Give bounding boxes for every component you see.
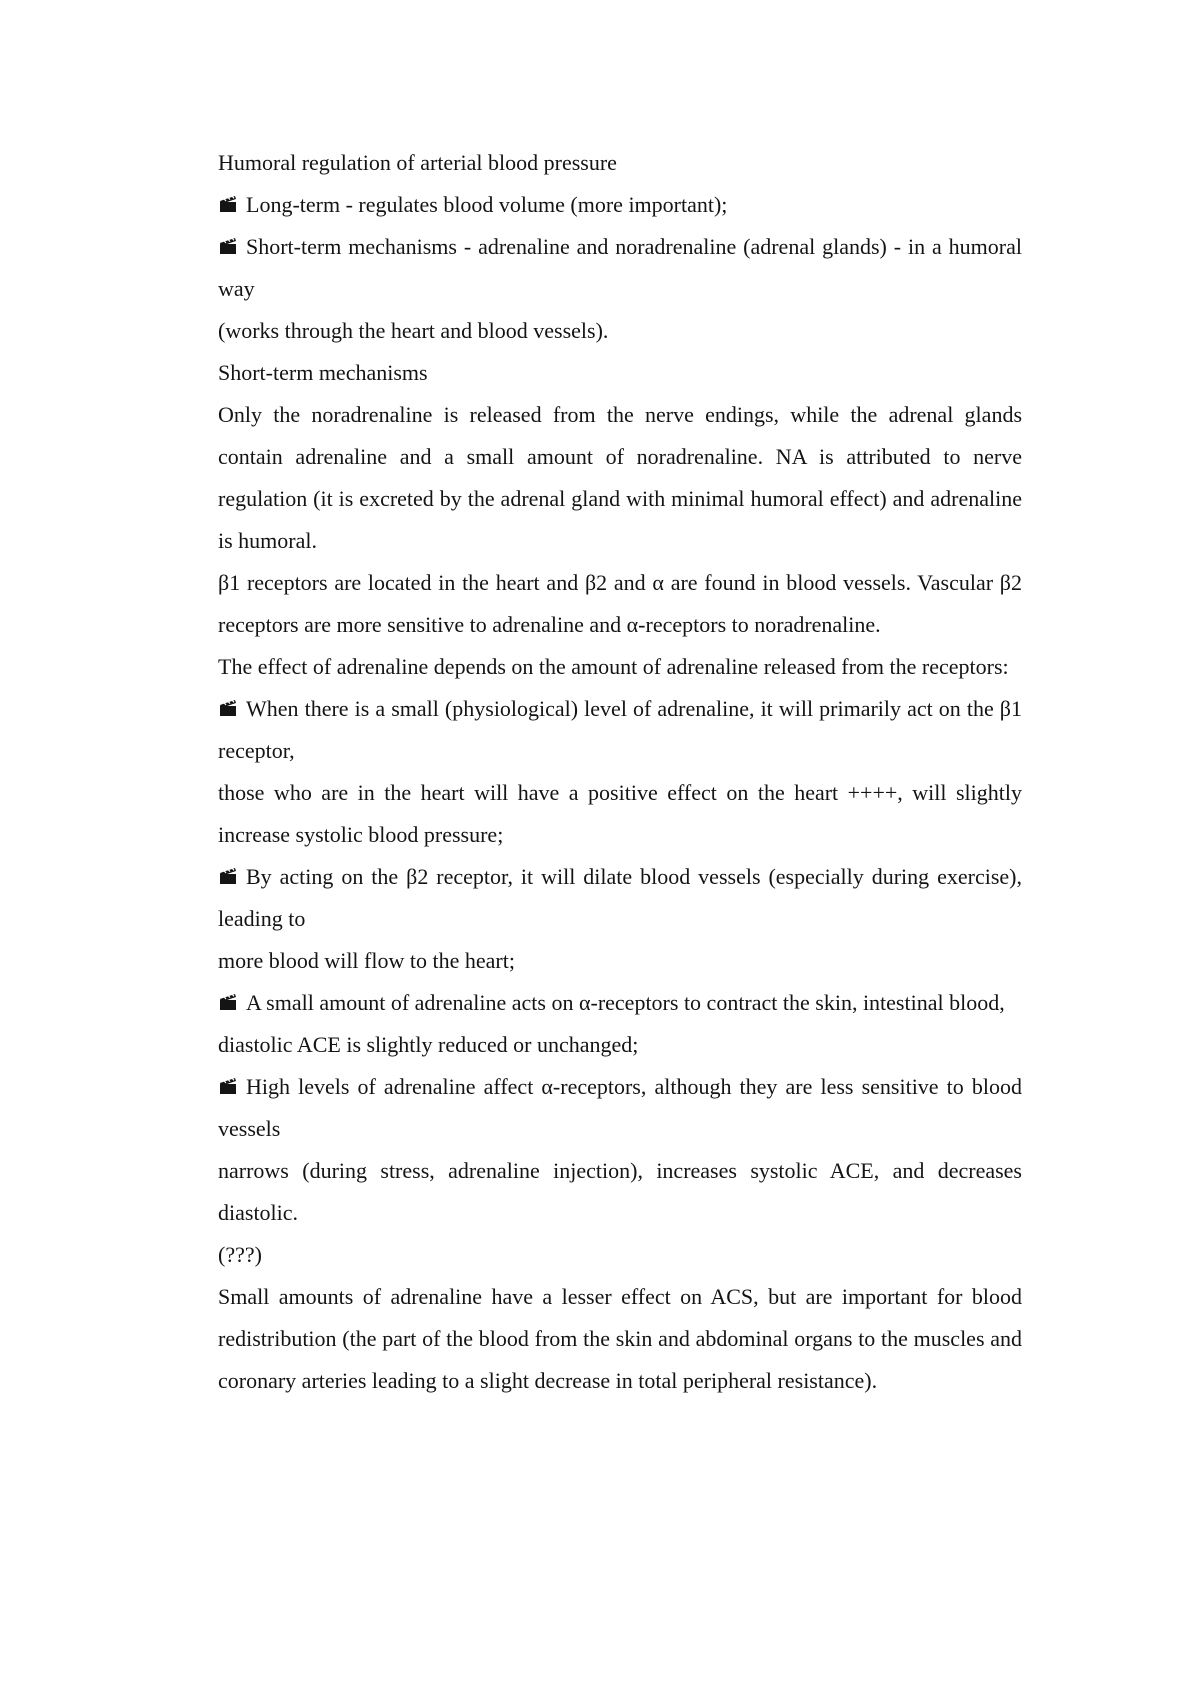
list-item bbox=[218, 184, 1022, 226]
clapperboard-icon bbox=[218, 194, 238, 214]
paragraph: β1 receptors are located in the heart and β2 and α are found in blood vessels. Vascular β2 receptors are more sensitive to adrenaline and α-receptors to noradrenaline. bbox=[218, 570, 1022, 637]
paragraph: (works through the heart and blood vessels). bbox=[218, 318, 609, 343]
paragraph: The effect of adrenaline depends on the amount of adrenaline released from the receptors: bbox=[218, 654, 1009, 679]
paragraph: diastolic ACE is slightly reduced or unchanged; bbox=[218, 1032, 639, 1057]
list-item-text: A small amount of adrenaline acts on α-receptors to contract the skin, intestinal blood, bbox=[246, 990, 1005, 1015]
clapperboard-icon bbox=[218, 992, 238, 1012]
subheading: Short-term mechanisms bbox=[218, 360, 428, 385]
list-item-text: High levels of adrenaline affect α-receptors, although they are less sensitive to blood vessels bbox=[218, 1074, 1022, 1141]
paragraph: Small amounts of adrenaline have a lesser effect on ACS, but are important for blood redistribution (the part of the blood from the skin and abdominal organs to the muscles and coronary arteries leading to a slight decrease in total peripheral resistance). bbox=[218, 1284, 1022, 1393]
list-item bbox=[218, 226, 1022, 310]
list-item bbox=[218, 982, 1022, 1024]
clapperboard-icon bbox=[218, 236, 238, 256]
paragraph: (???) bbox=[218, 1242, 262, 1267]
list-item-text: By acting on the β2 receptor, it will dilate blood vessels (especially during exercise), leading to bbox=[218, 864, 1022, 931]
paragraph: narrows (during stress, adrenaline injection), increases systolic ACE, and decreases diastolic. bbox=[218, 1158, 1022, 1225]
paragraph: those who are in the heart will have a positive effect on the heart ++++, will slightly increase systolic blood pressure; bbox=[218, 780, 1022, 847]
paragraph: more blood will flow to the heart; bbox=[218, 948, 515, 973]
document-title: Humoral regulation of arterial blood pressure bbox=[218, 150, 617, 175]
list-item bbox=[218, 856, 1022, 940]
paragraph: Only the noradrenaline is released from the nerve endings, while the adrenal glands contain adrenaline and a small amount of noradrenaline. NA is attributed to nerve regulation (it is excreted by the adrenal gland with minimal humoral effect) and adrenaline is humoral. bbox=[218, 402, 1022, 553]
list-item-text: Long-term - regulates blood volume (more important); bbox=[246, 192, 728, 217]
list-item-text: Short-term mechanisms - adrenaline and noradrenaline (adrenal glands) - in a humoral way bbox=[218, 234, 1022, 301]
clapperboard-icon bbox=[218, 866, 238, 886]
list-item-text: When there is a small (physiological) level of adrenaline, it will primarily act on the β1 receptor, bbox=[218, 696, 1022, 763]
list-item bbox=[218, 688, 1022, 772]
list-item bbox=[218, 1066, 1022, 1150]
clapperboard-icon bbox=[218, 1076, 238, 1096]
document-page bbox=[218, 142, 1022, 1402]
clapperboard-icon bbox=[218, 698, 238, 718]
